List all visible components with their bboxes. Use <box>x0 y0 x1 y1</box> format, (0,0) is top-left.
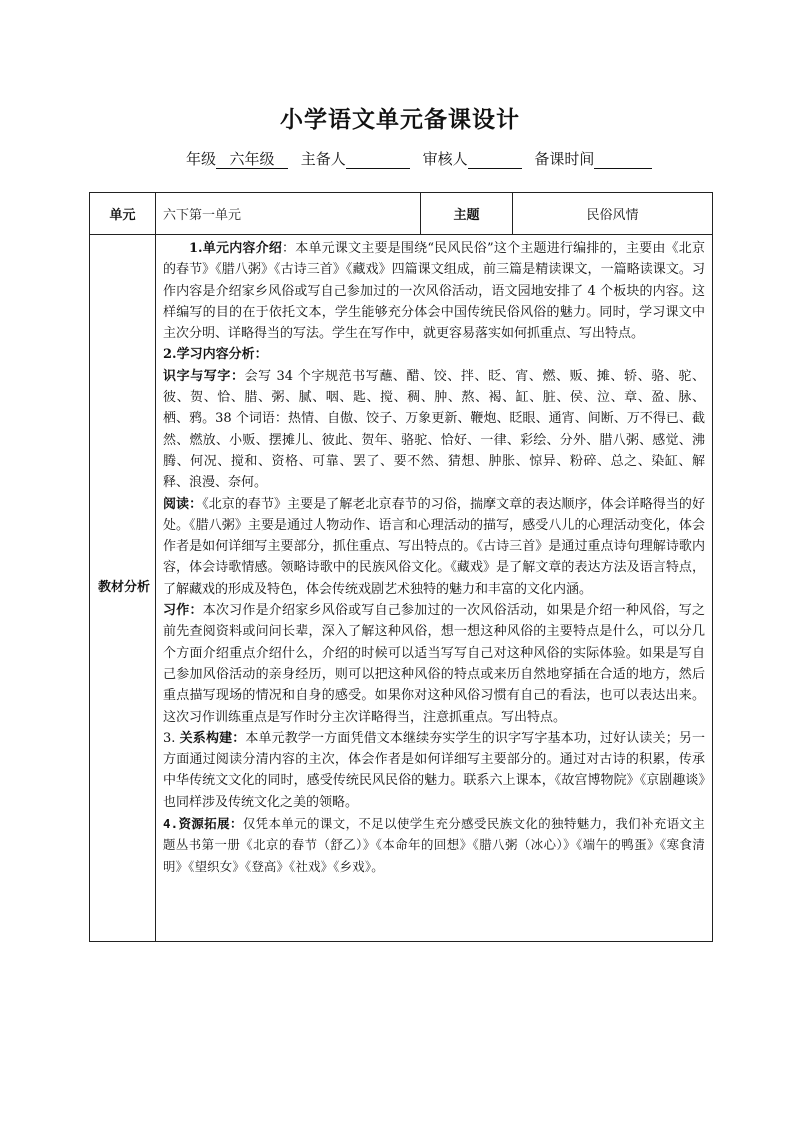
section-text: 本次习作是介绍家乡风俗或写自己参加过的一次风俗活动，如果是介绍一种风俗，写之前先查阅资料或问问长辈，深入了解这种风俗，想一想这种风俗的主要特点是什么，可以分几个方面介绍重点介绍什么，介绍的时候可以适当写写自己对这种风俗的实际体验。如果是写自己参加风俗活动的亲身经历，则可以把这种风俗的特点或来历自然地穿插在合适的地方，然后重点描写现场的情况和自身的感受。如果你对这种风俗习惯有自己的看法，也可以表达出来。这次习作训练重点是写作时分主次详略得当，注意抓重点。写出特点。 <box>163 603 705 725</box>
section-resources <box>163 813 705 877</box>
section-text: ：本单元课文主要是围绕“民风民俗”这个主题进行编排的，主要由《北京的春节》《腊八粥》《古诗三首》《藏戏》四篇课文组成，前三篇是精读课文，一篇略读课文。习作内容是介绍家乡风俗或写自己参加过的一次风俗活动，语文园地安排了 4 个板块的内容。这样编写的目的在于依托文本，学生能够充分体会中国传统民俗风俗的魅力。同时，学习课文中主次分明、详略得当的写法。学生在写作中，就更容易落实如何抓重点、写出特点。 <box>163 241 705 342</box>
section-heading: 1.单元内容介绍 <box>189 241 283 256</box>
lesson-plan-table <box>89 192 713 942</box>
section-text: 《北京的春节》主要是了解老北京春节的习俗，揣摩文章的表达顺序，体会详略得当的好处。《腊八粥》主要是通过人物动作、语言和心理活动的描写，感受八儿的心理活动变化，体会作者是如何详细写主要部分，抓住重点、写出特点的。《古诗三首》是通过重点诗句理解诗歌内容，体会诗歌情感。领略诗歌中的民族风俗文化。《藏戏》是了解文章的表达方法及语言特点，了解藏戏的形成及特色，体会传统戏剧艺术独特的魅力和丰富的文化内涵。 <box>163 496 705 597</box>
unit-value: 六下第一单元 <box>156 193 421 235</box>
analysis-content <box>156 235 713 942</box>
preparer-label: 主备人 <box>300 150 346 168</box>
section-number: 3. <box>163 730 180 746</box>
page-title: 小学语文单元备课设计 <box>280 106 520 133</box>
reviewer-value <box>468 150 522 169</box>
analysis-row <box>90 235 713 942</box>
preparer-value <box>346 150 410 169</box>
section-heading: 关系构建： <box>179 730 246 746</box>
prep-time-value <box>594 150 652 169</box>
grade-value: 六年级 <box>216 150 288 169</box>
sub-heading: 识字与写字： <box>163 368 245 384</box>
analysis-label: 教材分析 <box>90 235 156 942</box>
section-writing <box>163 600 705 728</box>
sub-heading: 阅读： <box>163 496 203 512</box>
section-literacy <box>163 366 705 494</box>
unit-row <box>90 193 713 235</box>
section-heading: 4.资源拓展： <box>163 816 243 832</box>
theme-value: 民俗风情 <box>513 193 713 235</box>
sub-heading: 习作： <box>163 603 203 619</box>
header-meta <box>186 148 652 169</box>
grade-label: 年级 <box>186 150 217 168</box>
section-text: 本单元教学一方面凭借文本继续夯实学生的识字写字基本功，过好认读关；另一方面通过阅读分清内容的主次，体会作者是如何详细写主要部分的。通过对古诗的积累，传承中华传统文文化的同时，感受传统民风民俗的魅力。联系六上课本，《故宫博物院》《京剧趣谈》也同样涉及传统文化之美的领略。 <box>163 730 705 810</box>
section-text: 会写 34 个字规范书写蘸、醋、饺、拌、眨、宵、燃、贩、摊、轿、骆、驼、彼、贺、恰、腊、粥、腻、咽、匙、搅、稠、肿、熬、褐、缸、脏、侯、泣、章、盈、脉、栖、鸦。38 个词语：热情、自傲、饺子、万象更新、鞭炮、眨眼、通宵、间断、万不得已、截然、燃放、小贩、摆摊儿、彼此、贺年、骆驼、恰好、一律、彩绘、分外、腊八粥、感觉、沸腾、何况、搅和、资格、可靠、罢了、要不然、猜想、肿胀、惊异、粉碎、总之、染缸、解释、浪漫、奈何。 <box>163 368 705 491</box>
unit-label: 单元 <box>90 193 156 235</box>
section-heading: 2.学习内容分析： <box>163 347 268 363</box>
section-reading <box>163 494 705 600</box>
section-text: 仅凭本单元的课文，不足以使学生充分感受民族文化的独特魅力，我们补充语文主题丛书第一册《北京的春节（舒乙）》《本命年的回想》《腊八粥（冰心）》《端午的鸭蛋》《寒食清明》《望织女》《登高》《社戏》《乡戏》。 <box>163 816 705 874</box>
prep-time-label: 备课时间 <box>534 150 595 168</box>
reviewer-label: 审核人 <box>422 150 468 168</box>
section-unit-intro <box>163 238 705 344</box>
theme-label: 主题 <box>421 193 513 235</box>
section-relations <box>163 728 705 813</box>
